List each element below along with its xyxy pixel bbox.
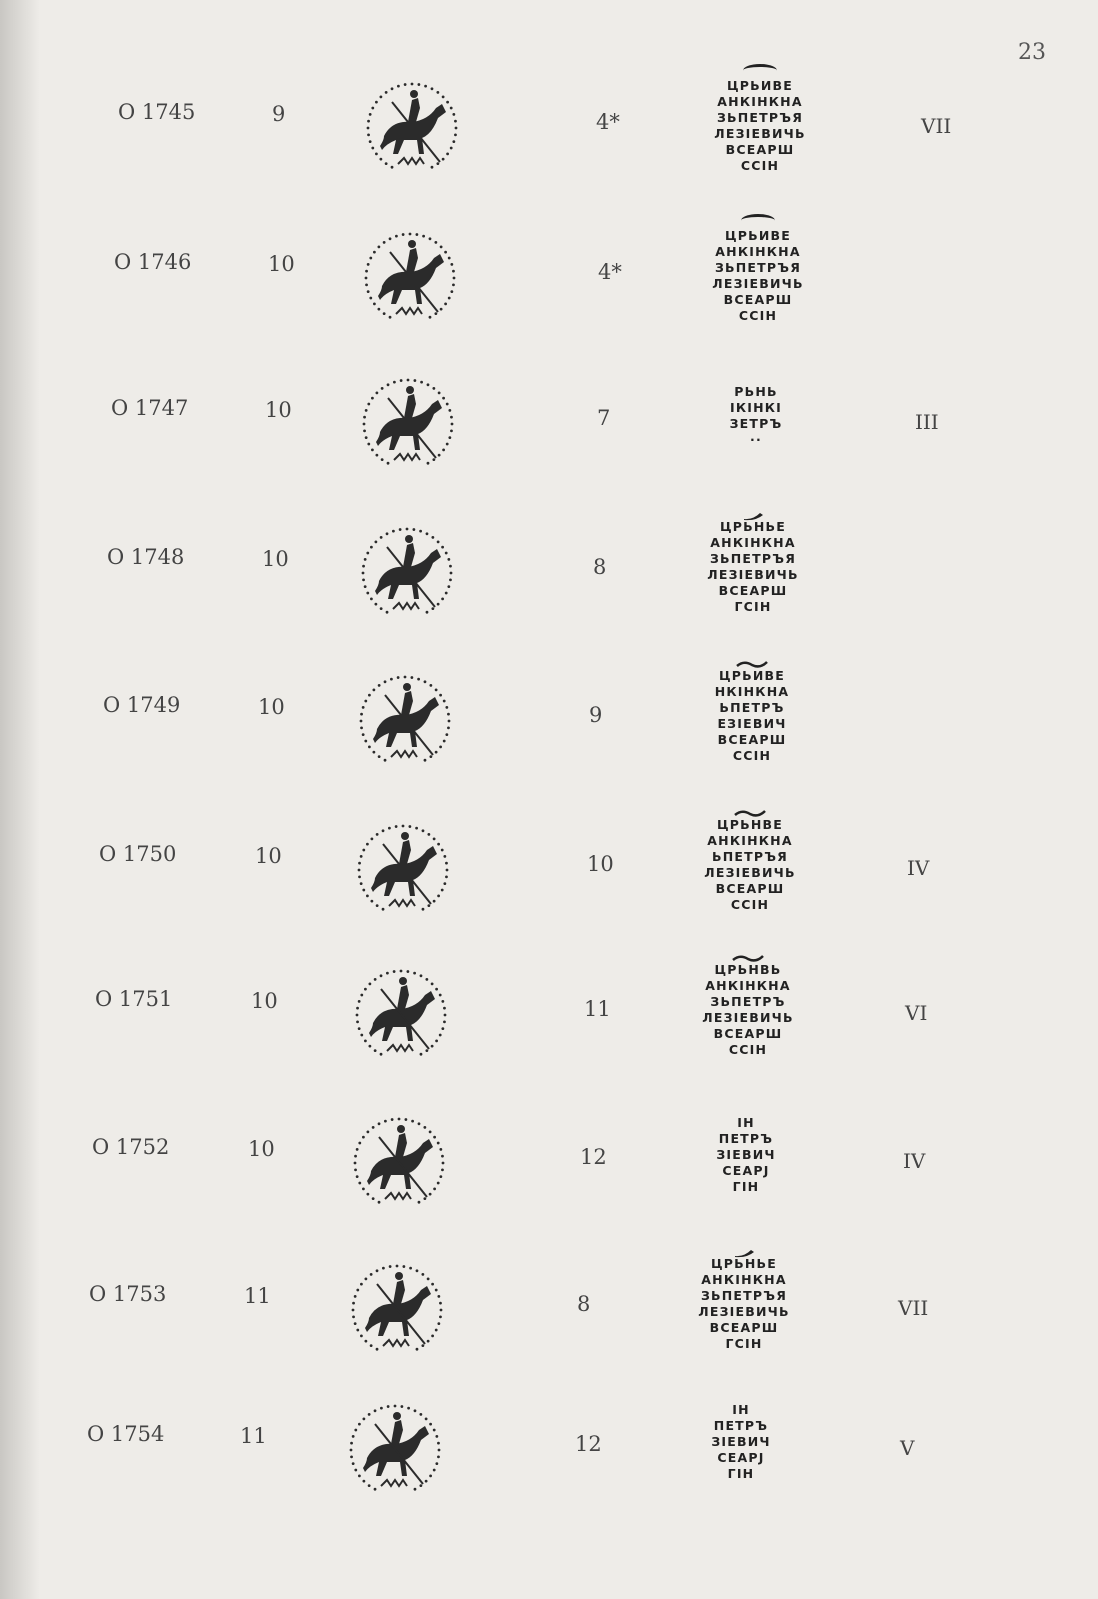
inscription-line: СЕАРЈ xyxy=(717,1450,765,1465)
inscription-line: ВСЕАРШ xyxy=(713,1026,783,1041)
grade-numeral: V xyxy=(900,1436,915,1460)
inscription-line: АНКІНКНА xyxy=(710,535,796,550)
abbreviation-mark xyxy=(733,806,767,816)
obverse-coin-image xyxy=(355,671,455,771)
inscription-line: ЗЬПЕТРЪЯ xyxy=(716,110,804,125)
obverse-number: 10 xyxy=(248,1137,275,1161)
obverse-number: 11 xyxy=(244,1284,271,1308)
abbreviation-mark xyxy=(733,1246,755,1255)
inscription-line: ЗЬПЕТРЪЯ xyxy=(714,260,802,275)
inscription-line: ЦРЬИВЕ xyxy=(718,668,785,683)
inscription-line: ЛЕЗІЕВИЧЬ xyxy=(712,276,804,291)
inscription-line: ВСЕАРШ xyxy=(718,583,788,598)
obverse-coin-image xyxy=(358,374,458,474)
inscription-line: ІН xyxy=(737,1115,755,1130)
inscription-line: АНКІНКНА xyxy=(715,244,801,259)
inscription-line: ЛЕЗІЕВИЧЬ xyxy=(714,126,806,141)
catalog-entry xyxy=(0,668,1098,833)
entry-code: O 1746 xyxy=(114,250,192,274)
entry-code: O 1748 xyxy=(107,545,185,569)
inscription-line: ЗЕТРЪ xyxy=(729,416,783,431)
catalog-entry xyxy=(0,228,1098,390)
obverse-coin-image xyxy=(360,228,460,328)
inscription-line: ПЕТРЪ xyxy=(713,1418,769,1433)
abbreviation-mark xyxy=(735,657,769,667)
obverse-coin-image xyxy=(351,965,451,1065)
reverse-number: 7 xyxy=(597,406,611,430)
inscription-line: НКІНКНА xyxy=(714,684,790,699)
entry-code: O 1749 xyxy=(103,693,181,717)
obverse-number: 10 xyxy=(268,252,295,276)
reverse-number: 4* xyxy=(596,110,620,134)
inscription-line: ІН xyxy=(732,1402,750,1417)
reverse-number: 11 xyxy=(584,997,611,1021)
obverse-coin-image xyxy=(357,523,457,623)
entry-code: O 1751 xyxy=(95,987,173,1011)
inscription-line: ССІН xyxy=(738,308,778,323)
inscription-line: ВСЕАРШ xyxy=(717,732,787,747)
inscription-line: ВСЕАРШ xyxy=(715,881,785,896)
entry-code: O 1754 xyxy=(87,1422,165,1446)
catalog-entry xyxy=(0,962,1098,1127)
grade-numeral: IV xyxy=(903,1149,926,1173)
inscription-line: ГІН xyxy=(732,1179,760,1194)
inscription-line: ЦРЬНВЬ xyxy=(714,962,782,977)
inscription-line: ЬПЕТРЪЯ xyxy=(712,849,788,864)
abbreviation-mark xyxy=(731,951,765,961)
inscription-line: ЗЬПЕТРЪЯ xyxy=(700,1288,788,1303)
obverse-coin-image xyxy=(349,1113,449,1213)
grade-numeral: VII xyxy=(898,1296,929,1320)
obverse-coin-image xyxy=(362,78,462,178)
catalog-entry xyxy=(0,1402,1098,1562)
reverse-inscription xyxy=(682,657,822,764)
reverse-inscription xyxy=(683,509,823,615)
inscription-line: ГСІН xyxy=(725,1336,763,1351)
reverse-number: 4* xyxy=(598,260,622,284)
obverse-coin-image xyxy=(347,1260,447,1360)
inscription-line: ЗЬПЕТРЪ xyxy=(710,994,786,1009)
obverse-coin-image xyxy=(345,1400,445,1500)
inscription-line: ВСЕАРШ xyxy=(725,142,795,157)
inscription-line: ВСЕАРШ xyxy=(723,292,793,307)
inscription-line: ЕЗІЕВИЧ xyxy=(717,716,787,731)
obverse-coin-image xyxy=(353,820,453,920)
inscription-line: ЗЬПЕТРЪЯ xyxy=(709,551,797,566)
inscription-line: ІКІНКІ xyxy=(729,400,783,415)
obverse-number: 11 xyxy=(240,1424,267,1448)
reverse-inscription xyxy=(674,1246,814,1352)
inscription-line: АНКІНКНА xyxy=(705,978,791,993)
abbreviation-mark xyxy=(743,64,777,77)
reverse-number: 8 xyxy=(593,555,607,579)
obverse-number: 10 xyxy=(251,989,278,1013)
reverse-number: 10 xyxy=(587,852,614,876)
entry-code: O 1745 xyxy=(118,100,196,124)
inscription-line: РЬНЬ xyxy=(734,384,778,399)
inscription-line: ПЕТРЪ xyxy=(718,1131,774,1146)
inscription-line: ВСЕАРШ xyxy=(709,1320,779,1335)
page-number: 23 xyxy=(1018,40,1046,65)
catalog-entry xyxy=(0,78,1098,240)
obverse-number: 9 xyxy=(272,102,286,126)
reverse-number: 8 xyxy=(577,1292,591,1316)
obverse-number: 10 xyxy=(265,398,292,422)
grade-numeral: VI xyxy=(905,1001,928,1025)
reverse-inscription xyxy=(676,1115,816,1195)
catalog-entry xyxy=(0,519,1098,685)
abbreviation-mark xyxy=(742,509,764,518)
reverse-inscription xyxy=(680,806,820,913)
entry-code: O 1747 xyxy=(111,396,189,420)
inscription-line: ЦРЬИВЕ xyxy=(726,78,793,93)
reverse-number: 12 xyxy=(575,1432,602,1456)
inscription-line: АНКІНКНА xyxy=(717,94,803,109)
inscription-line: ЦРЬНЬЕ xyxy=(710,1256,777,1271)
inscription-line: АНКІНКНА xyxy=(707,833,793,848)
inscription-line: ЦРЬИВЕ xyxy=(724,228,791,243)
inscription-line: ССІН xyxy=(730,897,770,912)
inscription-line: ЬПЕТРЪ xyxy=(719,700,785,715)
reverse-number: 9 xyxy=(589,703,603,727)
entry-code: O 1752 xyxy=(92,1135,170,1159)
abbreviation-mark xyxy=(741,214,775,227)
reverse-inscription xyxy=(686,384,826,448)
reverse-inscription xyxy=(678,951,818,1058)
grade-numeral: IV xyxy=(907,856,930,880)
grade-numeral: III xyxy=(915,410,939,434)
inscription-line: ГСІН xyxy=(734,599,772,614)
inscription-line: СЕАРЈ xyxy=(722,1163,770,1178)
obverse-number: 10 xyxy=(262,547,289,571)
inscription-line: АНКІНКНА xyxy=(701,1272,787,1287)
obverse-number: 10 xyxy=(258,695,285,719)
inscription-line: ЦРЬНЬЕ xyxy=(719,519,786,534)
inscription-line: ГІН xyxy=(727,1466,755,1481)
inscription-line: ЦРЬНВЕ xyxy=(716,817,783,832)
catalog-entry xyxy=(0,1256,1098,1422)
inscription-line: ССІН xyxy=(740,158,780,173)
inscription-line: ЛЕЗІЕВИЧЬ xyxy=(707,567,799,582)
inscription-line: ЗІЕВИЧ xyxy=(711,1434,771,1449)
inscription-line: ССІН xyxy=(728,1042,768,1057)
grade-numeral: VII xyxy=(921,114,952,138)
inscription-line: ·· xyxy=(750,432,762,447)
inscription-line: ЛЕЗІЕВИЧЬ xyxy=(702,1010,794,1025)
catalog-entry xyxy=(0,384,1098,536)
entry-code: O 1753 xyxy=(89,1282,167,1306)
entry-code: O 1750 xyxy=(99,842,177,866)
catalog-entry xyxy=(0,1115,1098,1275)
reverse-inscription xyxy=(690,64,830,174)
inscription-line: ССІН xyxy=(732,748,772,763)
reverse-number: 12 xyxy=(580,1145,607,1169)
catalog-entry xyxy=(0,817,1098,982)
obverse-number: 10 xyxy=(255,844,282,868)
inscription-line: ЛЕЗІЕВИЧЬ xyxy=(704,865,796,880)
inscription-line: ЗІЕВИЧ xyxy=(716,1147,776,1162)
inscription-line: ЛЕЗІЕВИЧЬ xyxy=(698,1304,790,1319)
reverse-inscription xyxy=(671,1402,811,1482)
reverse-inscription xyxy=(688,214,828,324)
